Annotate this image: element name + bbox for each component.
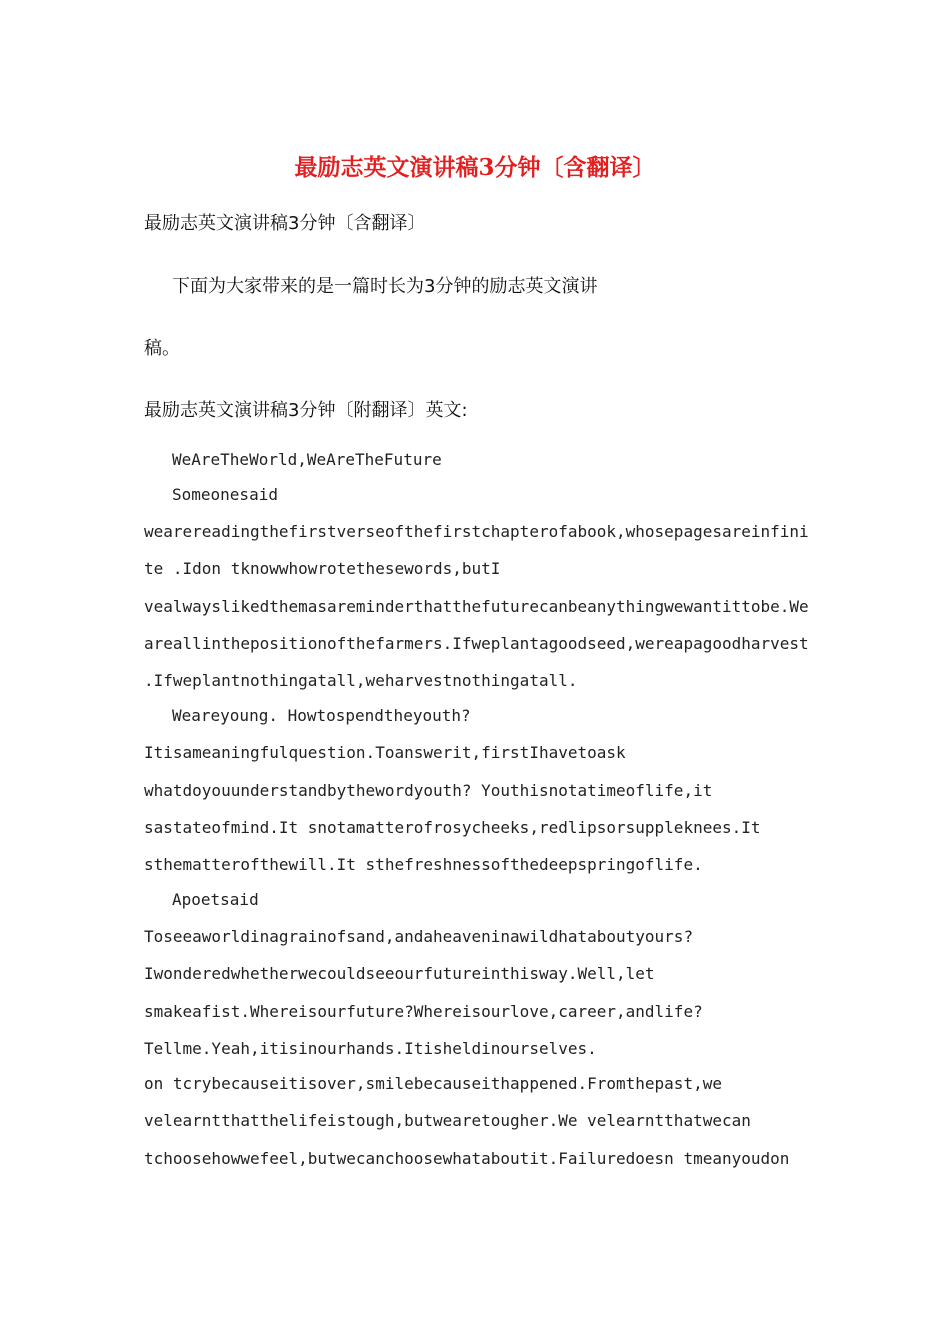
text-line: Someonesaid (172, 485, 278, 504)
intro-line-2: 稿。 (144, 338, 180, 359)
text-line: Weareyoung. Howtospendtheyouth? (172, 706, 471, 725)
text-line: on tcrybecauseitisover,smilebecauseithappened.Fromthepast,we (144, 1074, 722, 1093)
text-line: sastateofmind.It snotamatterofrosycheeks,redlipsorsuppleknees.It (144, 818, 761, 837)
text-line: te .Idon tknowwhowrotethesewords,butI (144, 559, 501, 578)
text-line: Iwonderedwhetherwecouldseeourfutureinthisway.Well,let (144, 964, 655, 983)
intro-line-1: 下面为大家带来的是一篇时长为3分钟的励志英文演讲 (172, 276, 598, 297)
text-line: areallinthepositionofthefarmers.Ifweplantagoodseed,wereapagoodharvest (144, 634, 809, 653)
text-line: .Ifweplantnothingatall,weharvestnothingatall. (144, 671, 578, 690)
text-line: Apoetsaid (172, 890, 259, 909)
speech-title-line: WeAreTheWorld,WeAreTheFuture (172, 450, 442, 469)
text-line: Tellme.Yeah,itisinourhands.Itisheldinourselves. (144, 1039, 597, 1058)
text-line: tchoosehowwefeel,butwecanchoosewhataboutit.Failuredoesn tmeanyoudon (144, 1149, 790, 1168)
text-line: Toseeaworldinagrainofsand,andaheaveninawildhataboutyours? (144, 927, 694, 946)
text-line: smakeafist.Whereisourfuture?Whereisourlove,career,andlife? (144, 1002, 703, 1021)
text-line: sthematterofthewill.It sthefreshnessofthedeepspringoflife. (144, 855, 703, 874)
document-subtitle: 最励志英文演讲稿3分钟〔含翻译〕 (144, 213, 426, 234)
section-heading: 最励志英文演讲稿3分钟〔附翻译〕英文: (144, 400, 468, 421)
text-line: Itisameaningfulquestion.Toanswerit,firstIhavetoask (144, 743, 626, 762)
text-line: whatdoyouunderstandbythewordyouth? Youthisnotatimeoflife,it (144, 781, 713, 800)
document-title: 最励志英文演讲稿3分钟〔含翻译〕 (294, 154, 656, 181)
text-line: velearntthatthelifeistough,butwearetougher.We velearntthatwecan (144, 1111, 751, 1130)
text-line: vealwayslikedthemasareminderthatthefuturecanbeanythingwewantittobe.We (144, 597, 809, 616)
text-line: wearereadingthefirstverseofthefirstchapterofabook,whosepagesareinfini (144, 522, 809, 541)
